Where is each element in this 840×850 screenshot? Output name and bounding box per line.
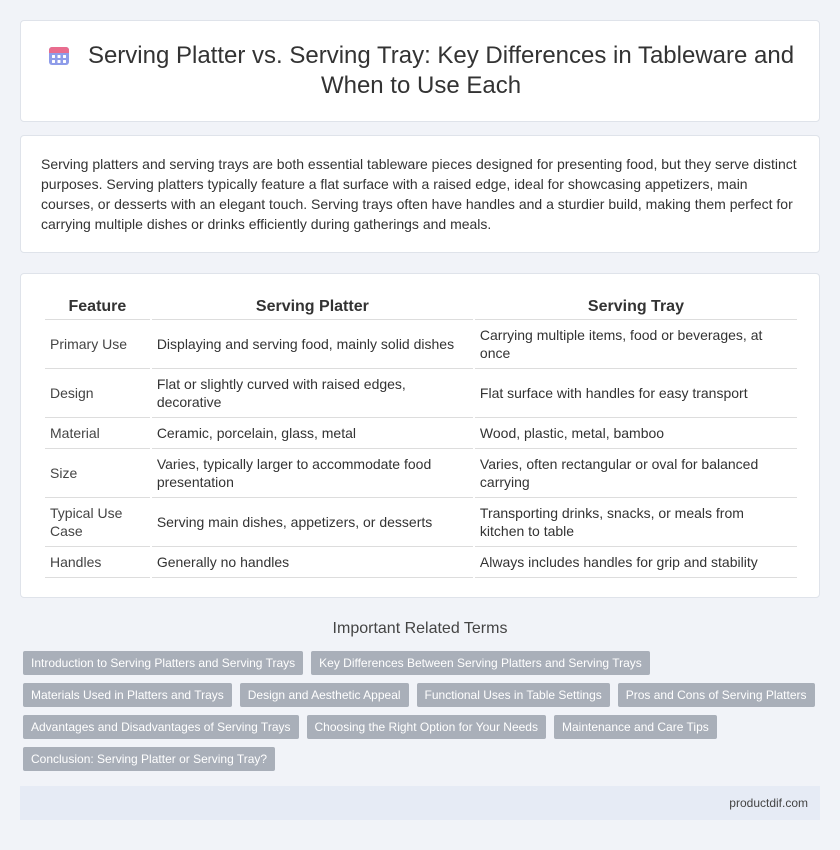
intro-text: Serving platters and serving trays are both essential tableware pieces designed for presenting food, but they serve distinct purposes. Serving platters typically feature a flat surface with a raised edge, ideal for showcasing appetizers, main courses, or desserts with an elegant touch. Serving trays often have handles and a sturdier build, making them perfect for carrying multiple dishes or drinks efficiently during gatherings and meals. <box>41 156 797 232</box>
platter-cell: Ceramic, porcelain, glass, metal <box>152 418 473 449</box>
table-row <box>45 369 797 418</box>
tray-cell: Wood, plastic, metal, bamboo <box>475 418 797 449</box>
feature-cell: Design <box>45 369 150 418</box>
comparison-card <box>20 273 820 598</box>
related-term-tag[interactable]: Key Differences Between Serving Platters and Serving Trays <box>311 651 650 675</box>
page-title-text: Serving Platter vs. Serving Tray: Key Differences in Tableware and When to Use Each <box>87 42 795 99</box>
related-term-tag[interactable]: Maintenance and Care Tips <box>554 715 717 739</box>
related-term-tag[interactable]: Advantages and Disadvantages of Serving Trays <box>23 715 299 739</box>
related-term-tag[interactable]: Conclusion: Serving Platter or Serving Tray? <box>23 747 275 771</box>
calendar-icon <box>48 44 70 66</box>
table-row <box>45 418 797 449</box>
tray-cell: Transporting drinks, snacks, or meals from kitchen to table <box>475 498 797 547</box>
table-row <box>45 320 797 369</box>
related-term-tag[interactable]: Introduction to Serving Platters and Serving Trays <box>23 651 303 675</box>
table-row <box>45 449 797 498</box>
related-term-tag[interactable]: Choosing the Right Option for Your Needs <box>307 715 546 739</box>
table-row <box>45 547 797 578</box>
platter-cell: Flat or slightly curved with raised edges, decorative <box>152 369 473 418</box>
tray-cell: Varies, often rectangular or oval for balanced carrying <box>475 449 797 498</box>
header-serving-tray: Serving Tray <box>475 294 797 320</box>
title-row <box>21 41 821 101</box>
platter-cell: Displaying and serving food, mainly solid dishes <box>152 320 473 369</box>
footer <box>20 786 820 820</box>
related-terms-title: Important Related Terms <box>332 620 508 637</box>
feature-cell: Typical Use Case <box>45 498 150 547</box>
related-term-tag[interactable]: Pros and Cons of Serving Platters <box>618 683 815 707</box>
page-title <box>41 41 801 101</box>
table-header-row <box>45 294 797 320</box>
header-feature: Feature <box>45 294 150 320</box>
feature-cell: Primary Use <box>45 320 150 369</box>
related-term-tag[interactable]: Materials Used in Platters and Trays <box>23 683 232 707</box>
related-term-tag[interactable]: Functional Uses in Table Settings <box>417 683 610 707</box>
tray-cell: Always includes handles for grip and stability <box>475 547 797 578</box>
table-row <box>45 498 797 547</box>
tray-cell: Flat surface with handles for easy transport <box>475 369 797 418</box>
feature-cell: Material <box>45 418 150 449</box>
header-serving-platter: Serving Platter <box>152 294 473 320</box>
platter-cell: Generally no handles <box>152 547 473 578</box>
platter-cell: Serving main dishes, appetizers, or desserts <box>152 498 473 547</box>
tray-cell: Carrying multiple items, food or beverages, at once <box>475 320 797 369</box>
comparison-table <box>43 294 799 578</box>
footer-site-link[interactable]: productdif.com <box>729 796 808 810</box>
related-term-tag[interactable]: Design and Aesthetic Appeal <box>240 683 409 707</box>
related-terms-list <box>23 651 823 771</box>
feature-cell: Size <box>45 449 150 498</box>
header-card <box>20 20 820 122</box>
feature-cell: Handles <box>45 547 150 578</box>
intro-card <box>20 135 820 253</box>
platter-cell: Varies, typically larger to accommodate food presentation <box>152 449 473 498</box>
